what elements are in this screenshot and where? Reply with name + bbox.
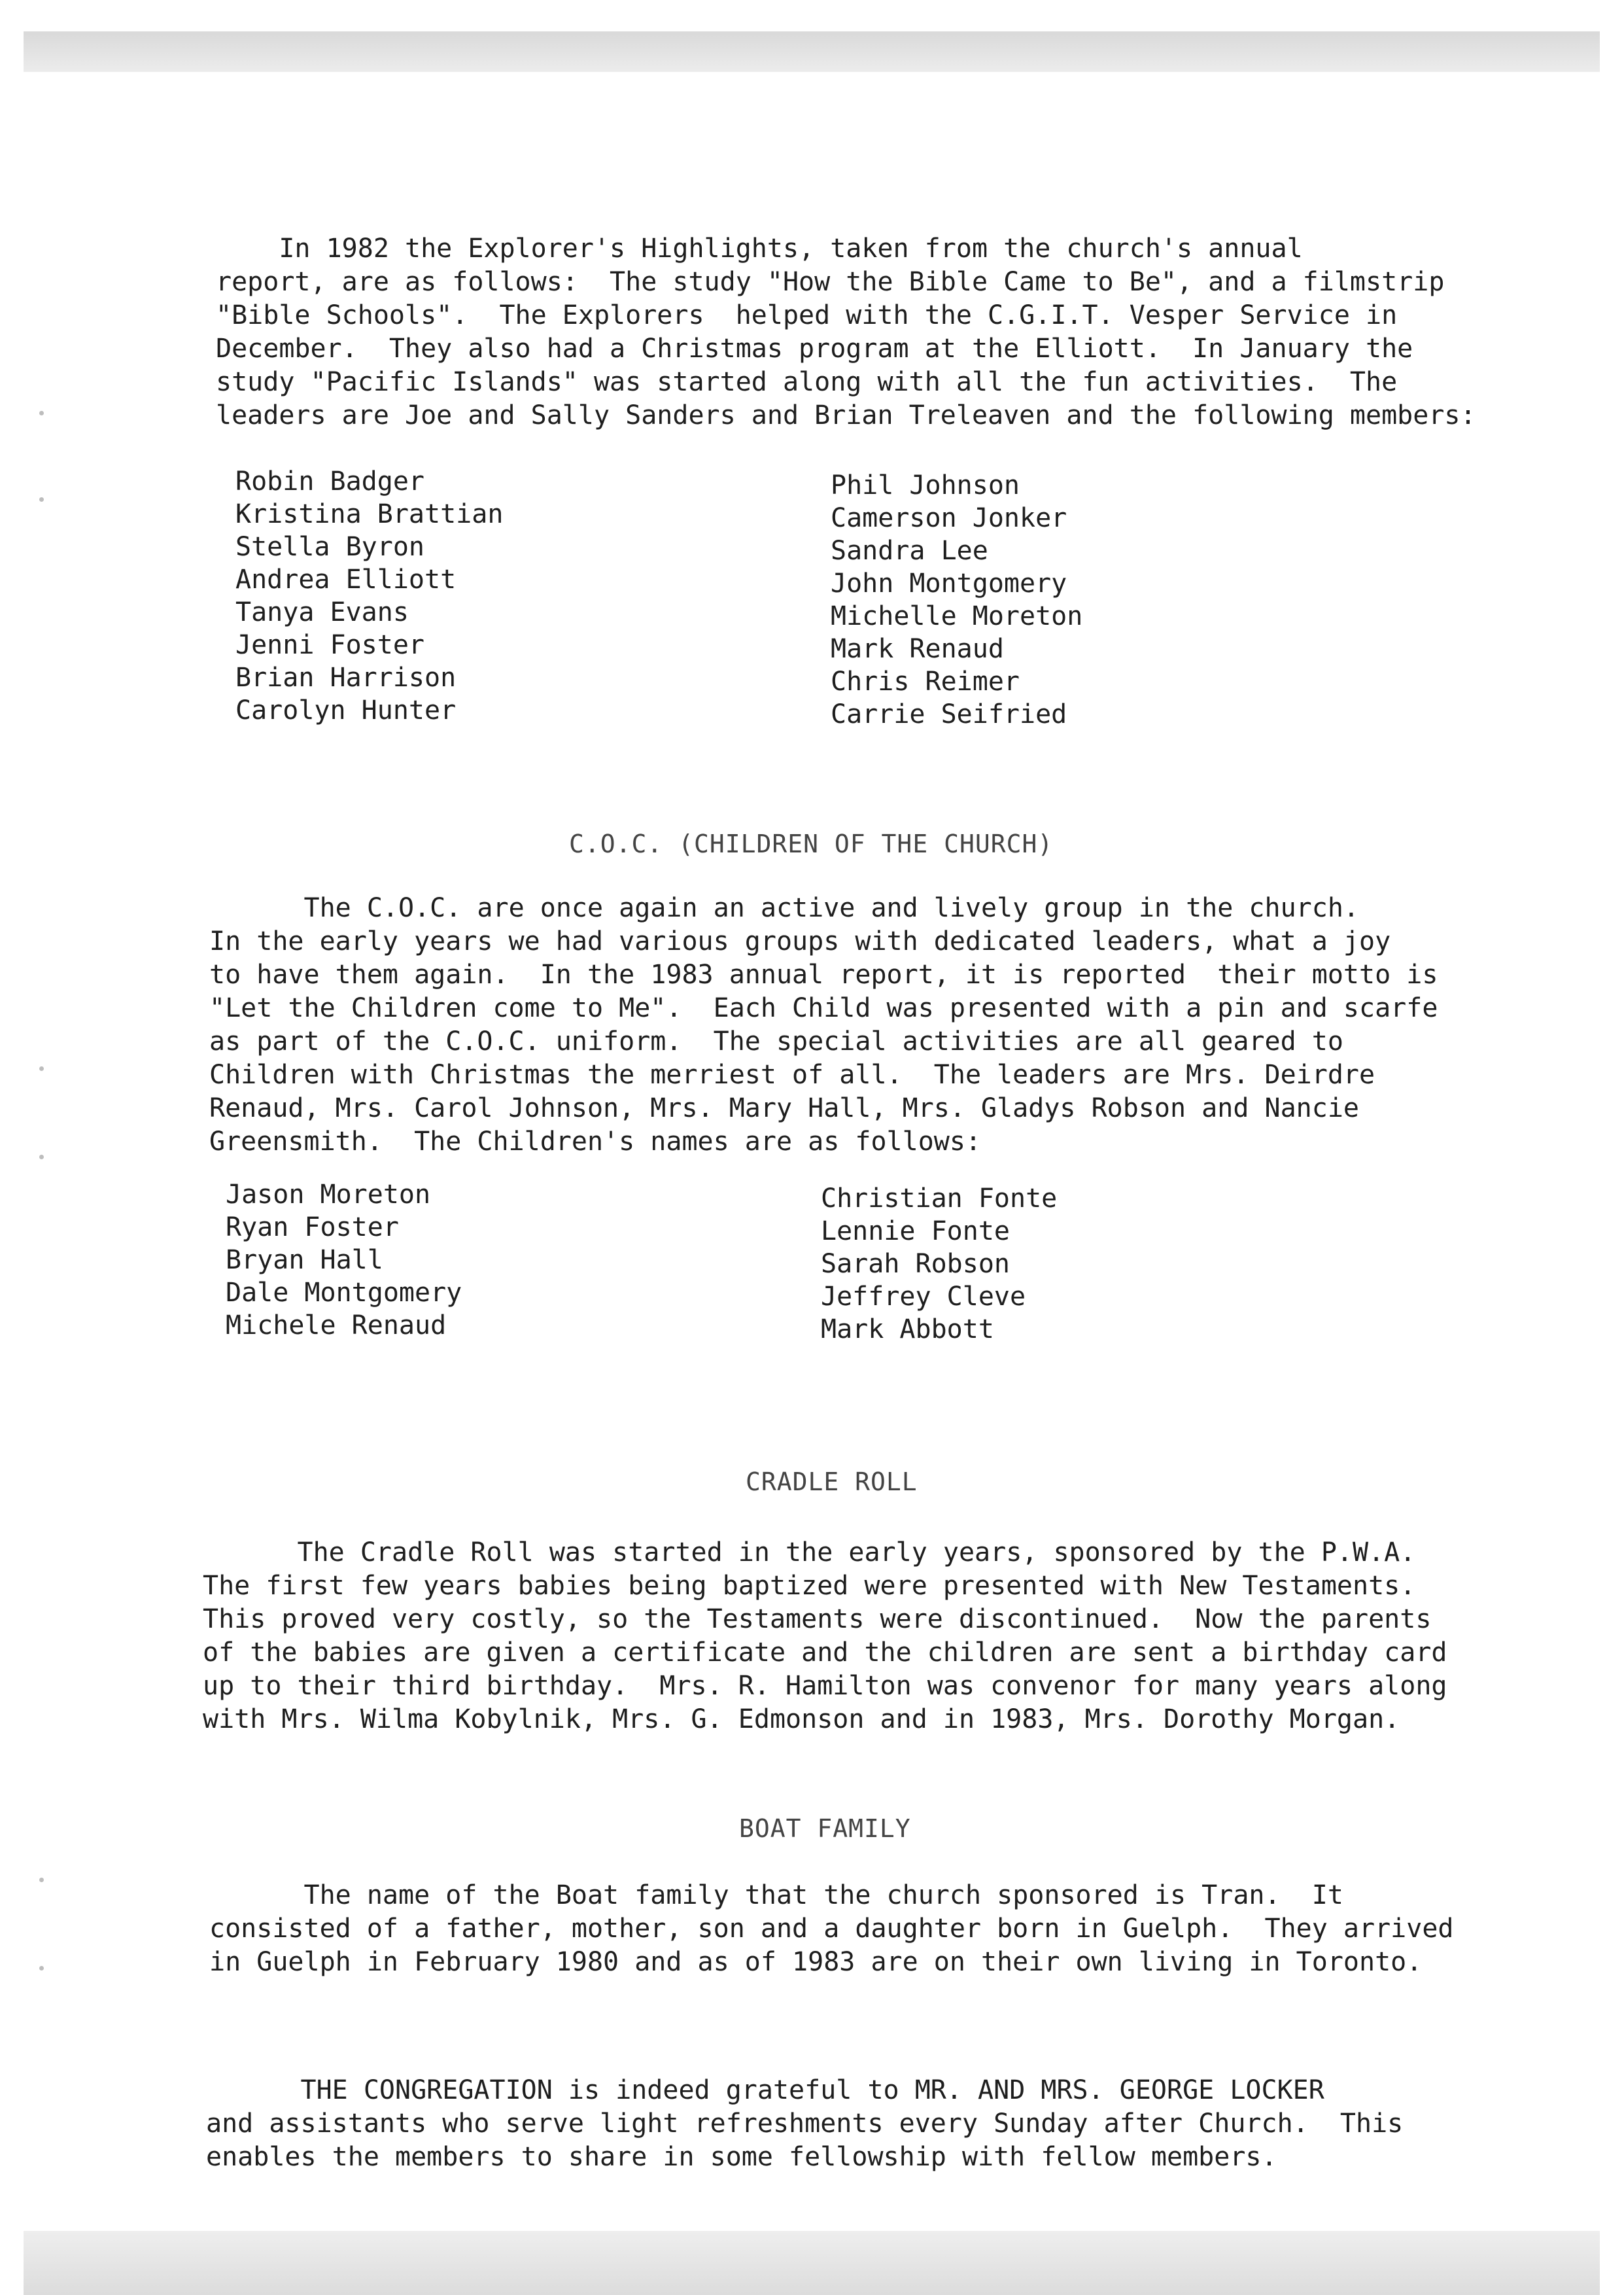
child-name: Sarah Robson [821,1249,1010,1279]
member-name: Phil Johnson [831,470,1020,500]
members-left-column [235,465,831,731]
member-name: Tanya Evans [235,597,409,627]
member-name: Chris Reimer [831,667,1020,697]
explorers-paragraph: In 1982 the Explorer's Highlights, taken from the church's annual report, are as follows: The study "How the Bible Came to Be", and a filmstrip "Bible Schools". The Explorers helped with the C.G.I.T. Vesper Service in December. They also had a Christmas program at the Elliott. In January the study "Pacific Islands" was started along with all the fun activities. The leaders are Joe and Sally Sanders and Brian Treleaven and the following members: [216,234,1476,430]
boat-family-section [209,1812,1563,1979]
member-name: Kristina Brattian [235,499,504,529]
explorers-section [216,232,1563,731]
coc-heading: C.O.C. (CHILDREN OF THE CHURCH) [569,830,1054,858]
children-right-column [821,1178,1057,1346]
child-name: Bryan Hall [226,1245,383,1275]
coc-children-list [209,1178,1563,1346]
member-name: Mark Renaud [831,634,1004,664]
member-name: Carrie Seifried [831,699,1067,729]
explorers-member-list [216,465,1563,731]
coc-section [209,828,1563,1346]
member-name: Stella Byron [235,532,424,562]
punch-mark [39,411,44,415]
boat-family-heading: BOAT FAMILY [739,1814,911,1843]
members-right-column [831,465,1082,731]
punch-mark [39,497,44,502]
child-name: Lennie Fonte [821,1216,1010,1246]
child-name: Michele Renaud [226,1310,447,1340]
children-left-column [226,1178,821,1346]
member-name: Jenni Foster [235,630,424,660]
scan-bottom-edge [24,2231,1600,2295]
member-name: Andrea Elliott [235,565,457,595]
member-name: Sandra Lee [831,536,988,566]
punch-mark [39,1066,44,1071]
cradle-roll-paragraph: The Cradle Roll was started in the early years, sponsored by the P.W.A. The first few years babies being baptized were presented with New Testaments. This proved very costly, so the Testaments were discontinued. Now the parents of the babies are given a certificate and the children are sent a birthday card up to their third birthday. Mrs. R. Hamilton was convenor for many years along with Mrs. Wilma Kobylnik, Mrs. G. Edmonson and in 1983, Mrs. Dorothy Morgan. [203,1537,1447,1734]
child-name: Christian Fonte [821,1183,1058,1214]
punch-mark [39,1878,44,1882]
child-name: Jason Moreton [226,1180,431,1210]
member-name: Michelle Moreton [831,601,1083,631]
member-name: Carolyn Hunter [235,695,457,726]
boat-family-paragraph: The name of the Boat family that the church sponsored is Tran. It consisted of a father, mother, son and a daughter born in Guelph. They arrived in Guelph in February 1980 and as of 1983 are on their own living in Toronto. [209,1880,1454,1977]
member-name: Camerson Jonker [831,503,1067,533]
cradle-roll-section [203,1465,1563,1736]
child-name: Dale Montgomery [226,1278,462,1308]
cradle-roll-heading: CRADLE ROLL [746,1467,918,1496]
coc-paragraph: The C.O.C. are once again an active and lively group in the church. In the early years we had various groups with dedicated leaders, what a joy to have them again. In the 1983 annual report, it is reported their motto is "Let the Children come to Me". Each Child was presented with a pin and scarfe as part of the C.O.C. uniform. The special activities are all geared to Children with Christmas the merriest of all. The leaders are Mrs. Deirdre Renaud, Mrs. Carol Johnson, Mrs. Mary Hall, Mrs. Gladys Robson and Nancie Greensmith. The Children's names are as follows: [209,893,1438,1157]
child-name: Mark Abbott [821,1314,994,1344]
member-name: Robin Badger [235,466,424,497]
punch-mark [39,1155,44,1159]
child-name: Ryan Foster [226,1212,399,1242]
member-name: John Montgomery [831,569,1067,599]
punch-mark [39,1966,44,1971]
congregation-section [206,2074,1563,2174]
congregation-paragraph: THE CONGREGATION is indeed grateful to MR. AND MRS. GEORGE LOCKER and assistants who serve light refreshments every Sunday after Church. This enables the members to share in some fellowship with fellow members. [206,2075,1404,2172]
member-name: Brian Harrison [235,663,457,693]
scan-top-edge [24,31,1600,72]
child-name: Jeffrey Cleve [821,1282,1026,1312]
